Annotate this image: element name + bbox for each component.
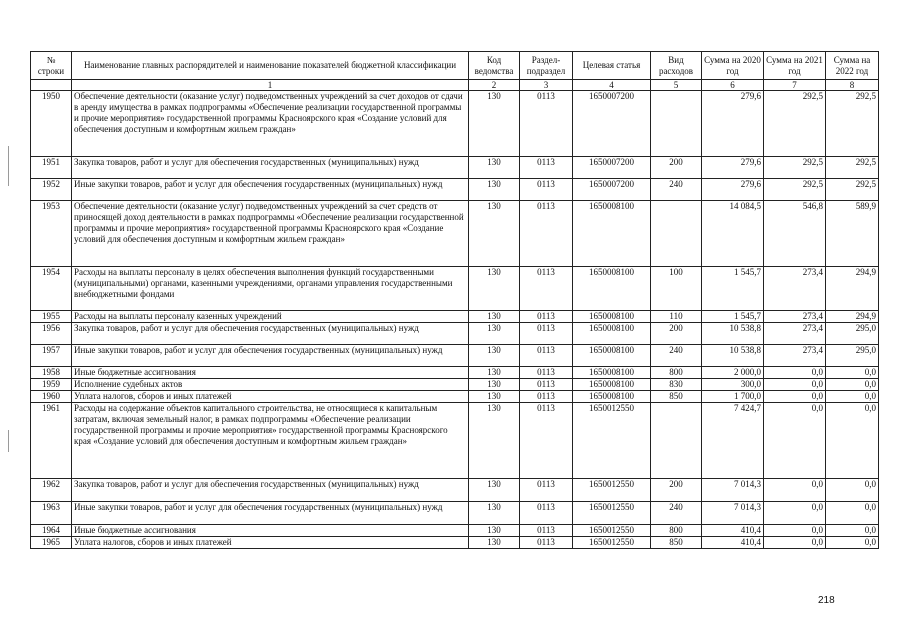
- sum-2021-cell: 273,4: [764, 345, 826, 367]
- row-name-cell: Уплата налогов, сборов и иных платежей: [72, 391, 469, 403]
- department-code-cell: 130: [469, 267, 520, 311]
- row-number-cell: 1955: [31, 311, 72, 323]
- sum-2020-cell: 1 700,0: [702, 391, 764, 403]
- section-cell: 0113: [520, 367, 573, 379]
- sum-2022-cell: 292,5: [826, 179, 879, 201]
- department-code-cell: 130: [469, 179, 520, 201]
- section-cell: 0113: [520, 91, 573, 157]
- department-code-cell: 130: [469, 391, 520, 403]
- department-code-cell: 130: [469, 525, 520, 537]
- row-number-cell: 1958: [31, 367, 72, 379]
- sum-2020-cell: 279,6: [702, 157, 764, 179]
- sum-2021-cell: 0,0: [764, 403, 826, 479]
- header-name: Наименование главных распорядителей и наименование показателей бюджетной классификации: [72, 52, 469, 80]
- sum-2021-cell: 273,4: [764, 323, 826, 345]
- row-number-cell: 1950: [31, 91, 72, 157]
- row-number-cell: 1961: [31, 403, 72, 479]
- target-article-cell: 1650012550: [573, 479, 651, 502]
- department-code-cell: 130: [469, 403, 520, 479]
- column-number: 1: [72, 80, 469, 91]
- header-department-code: Код ведомства: [469, 52, 520, 80]
- header-expense-type: Вид расходов: [651, 52, 702, 80]
- expense-type-cell: [651, 91, 702, 157]
- target-article-cell: 1650007200: [573, 91, 651, 157]
- sum-2022-cell: 295,0: [826, 345, 879, 367]
- department-code-cell: 130: [469, 537, 520, 549]
- section-cell: 0113: [520, 345, 573, 367]
- section-cell: 0113: [520, 525, 573, 537]
- row-name-cell: Закупка товаров, работ и услуг для обеспечения государственных (муниципальных) нужд: [72, 323, 469, 345]
- expense-type-cell: 100: [651, 267, 702, 311]
- sum-2020-cell: 1 545,7: [702, 267, 764, 311]
- sum-2021-cell: 292,5: [764, 179, 826, 201]
- sum-2020-cell: 10 538,8: [702, 323, 764, 345]
- column-number: [31, 80, 72, 91]
- column-number: 4: [573, 80, 651, 91]
- table-row: [31, 323, 879, 345]
- department-code-cell: 130: [469, 367, 520, 379]
- column-number: 6: [702, 80, 764, 91]
- sum-2020-cell: 279,6: [702, 91, 764, 157]
- sum-2022-cell: 0,0: [826, 537, 879, 549]
- expense-type-cell: 110: [651, 311, 702, 323]
- sum-2022-cell: 294,9: [826, 311, 879, 323]
- department-code-cell: 130: [469, 157, 520, 179]
- sum-2020-cell: 279,6: [702, 179, 764, 201]
- row-number-cell: 1964: [31, 525, 72, 537]
- department-code-cell: 130: [469, 201, 520, 267]
- sum-2022-cell: 0,0: [826, 479, 879, 502]
- column-number: 5: [651, 80, 702, 91]
- target-article-cell: 1650008100: [573, 379, 651, 391]
- section-cell: 0113: [520, 391, 573, 403]
- table-row: [31, 403, 879, 479]
- table-row: [31, 345, 879, 367]
- table-row: [31, 367, 879, 379]
- expense-type-cell: 200: [651, 157, 702, 179]
- sum-2020-cell: 14 084,5: [702, 201, 764, 267]
- section-cell: 0113: [520, 502, 573, 525]
- expense-type-cell: 800: [651, 525, 702, 537]
- sum-2021-cell: 546,8: [764, 201, 826, 267]
- target-article-cell: 1650008100: [573, 201, 651, 267]
- section-cell: 0113: [520, 157, 573, 179]
- header-row-number: № строки: [31, 52, 72, 80]
- table-row: [31, 91, 879, 157]
- section-cell: 0113: [520, 323, 573, 345]
- department-code-cell: 130: [469, 91, 520, 157]
- column-number: 3: [520, 80, 573, 91]
- row-name-cell: Закупка товаров, работ и услуг для обеспечения государственных (муниципальных) нужд: [72, 157, 469, 179]
- sum-2022-cell: 294,9: [826, 267, 879, 311]
- table-row: [31, 502, 879, 525]
- target-article-cell: 1650007200: [573, 157, 651, 179]
- sum-2022-cell: 0,0: [826, 379, 879, 391]
- target-article-cell: 1650012550: [573, 537, 651, 549]
- expense-type-cell: 200: [651, 479, 702, 502]
- sum-2021-cell: 0,0: [764, 391, 826, 403]
- department-code-cell: 130: [469, 379, 520, 391]
- section-cell: 0113: [520, 201, 573, 267]
- section-cell: 0113: [520, 403, 573, 479]
- sum-2021-cell: 273,4: [764, 311, 826, 323]
- scan-edge-mark: [8, 430, 9, 452]
- header-section: Раздел-подраздел: [520, 52, 573, 80]
- department-code-cell: 130: [469, 479, 520, 502]
- row-name-cell: Расходы на выплаты персоналу в целях обеспечения выполнения функций государственными (муниципальными) органами, казенными учреждениями, органами управления государственными внебюджетными фондами: [72, 267, 469, 311]
- row-name-cell: Обеспечение деятельности (оказание услуг) подведомственных учреждений за счет средств от приносящей доход деятельности в рамках подпрограммы «Обеспечение реализации государственной программы и прочие мероприятия» государственной программы Красноярского края «Создание условий для обеспечения доступным и комфортным жильем граждан»: [72, 201, 469, 267]
- table-body: [31, 91, 879, 549]
- sum-2022-cell: 0,0: [826, 391, 879, 403]
- row-number-cell: 1951: [31, 157, 72, 179]
- sum-2021-cell: 273,4: [764, 267, 826, 311]
- expense-type-cell: 800: [651, 367, 702, 379]
- table-row: [31, 179, 879, 201]
- expense-type-cell: [651, 403, 702, 479]
- row-name-cell: Иные бюджетные ассигнования: [72, 367, 469, 379]
- row-number-cell: 1960: [31, 391, 72, 403]
- table-header-row: [31, 52, 879, 80]
- expense-type-cell: 850: [651, 391, 702, 403]
- scan-edge-mark: [8, 146, 9, 186]
- row-number-cell: 1959: [31, 379, 72, 391]
- table-row: [31, 479, 879, 502]
- section-cell: 0113: [520, 179, 573, 201]
- sum-2022-cell: 295,0: [826, 323, 879, 345]
- row-number-cell: 1954: [31, 267, 72, 311]
- row-name-cell: Расходы на выплаты персоналу казенных учреждений: [72, 311, 469, 323]
- row-number-cell: 1952: [31, 179, 72, 201]
- page-number: 218: [818, 595, 835, 606]
- department-code-cell: 130: [469, 311, 520, 323]
- section-cell: 0113: [520, 379, 573, 391]
- row-number-cell: 1953: [31, 201, 72, 267]
- department-code-cell: 130: [469, 323, 520, 345]
- row-name-cell: Иные закупки товаров, работ и услуг для обеспечения государственных (муниципальных) нужд: [72, 502, 469, 525]
- target-article-cell: 1650012550: [573, 525, 651, 537]
- expense-type-cell: 240: [651, 345, 702, 367]
- table-row: [31, 379, 879, 391]
- header-sum-2022: Сумма на 2022 год: [826, 52, 879, 80]
- sum-2020-cell: 2 000,0: [702, 367, 764, 379]
- row-number-cell: 1957: [31, 345, 72, 367]
- section-cell: 0113: [520, 311, 573, 323]
- expense-type-cell: 850: [651, 537, 702, 549]
- expense-type-cell: 830: [651, 379, 702, 391]
- column-number: 7: [764, 80, 826, 91]
- section-cell: 0113: [520, 479, 573, 502]
- sum-2021-cell: 0,0: [764, 502, 826, 525]
- sum-2021-cell: 0,0: [764, 525, 826, 537]
- sum-2020-cell: 10 538,8: [702, 345, 764, 367]
- sum-2022-cell: 0,0: [826, 403, 879, 479]
- expense-type-cell: [651, 201, 702, 267]
- row-number-cell: 1956: [31, 323, 72, 345]
- sum-2020-cell: 7 424,7: [702, 403, 764, 479]
- sum-2020-cell: 1 545,7: [702, 311, 764, 323]
- header-sum-2020: Сумма на 2020 год: [702, 52, 764, 80]
- section-cell: 0113: [520, 537, 573, 549]
- sum-2020-cell: 410,4: [702, 525, 764, 537]
- section-cell: 0113: [520, 267, 573, 311]
- row-name-cell: Расходы на содержание объектов капитального строительства, не относящиеся к капитальным затратам, включая земельный налог, в рамках подпрограммы «Обеспечение реализации государственной программы и прочие мероприятия» государственной программы Красноярского края «Создание условий для обеспечения доступным и комфортным жильем граждан»: [72, 403, 469, 479]
- sum-2021-cell: 0,0: [764, 367, 826, 379]
- sum-2020-cell: 7 014,3: [702, 502, 764, 525]
- row-name-cell: Исполнение судебных актов: [72, 379, 469, 391]
- target-article-cell: 1650008100: [573, 323, 651, 345]
- expense-type-cell: 200: [651, 323, 702, 345]
- row-number-cell: 1962: [31, 479, 72, 502]
- sum-2020-cell: 7 014,3: [702, 479, 764, 502]
- sum-2021-cell: 0,0: [764, 537, 826, 549]
- target-article-cell: 1650007200: [573, 179, 651, 201]
- sum-2022-cell: 0,0: [826, 525, 879, 537]
- table-row: [31, 267, 879, 311]
- row-name-cell: Иные закупки товаров, работ и услуг для обеспечения государственных (муниципальных) нужд: [72, 179, 469, 201]
- row-name-cell: Иные закупки товаров, работ и услуг для обеспечения государственных (муниципальных) нужд: [72, 345, 469, 367]
- table-row: [31, 391, 879, 403]
- header-target-article: Целевая статья: [573, 52, 651, 80]
- department-code-cell: 130: [469, 345, 520, 367]
- row-number-cell: 1963: [31, 502, 72, 525]
- sum-2022-cell: 0,0: [826, 502, 879, 525]
- target-article-cell: 1650008100: [573, 345, 651, 367]
- sum-2021-cell: 292,5: [764, 91, 826, 157]
- table-row: [31, 311, 879, 323]
- table-row: [31, 201, 879, 267]
- target-article-cell: 1650008100: [573, 391, 651, 403]
- department-code-cell: 130: [469, 502, 520, 525]
- expense-type-cell: 240: [651, 502, 702, 525]
- target-article-cell: 1650012550: [573, 403, 651, 479]
- column-number: 2: [469, 80, 520, 91]
- sum-2022-cell: 292,5: [826, 91, 879, 157]
- sum-2022-cell: 292,5: [826, 157, 879, 179]
- row-name-cell: Обеспечение деятельности (оказание услуг) подведомственных учреждений за счет доходов от сдачи в аренду имущества в рамках подпрограммы «Обеспечение реализации государственной программы и прочие мероприятия» государственной программы Красноярского края «Создание условий для обеспечения доступным и комфортным жильем граждан»: [72, 91, 469, 157]
- table-row: [31, 525, 879, 537]
- expense-type-cell: 240: [651, 179, 702, 201]
- sum-2020-cell: 300,0: [702, 379, 764, 391]
- column-number-row: [31, 80, 879, 91]
- column-number: 8: [826, 80, 879, 91]
- target-article-cell: 1650008100: [573, 267, 651, 311]
- header-sum-2021: Сумма на 2021 год: [764, 52, 826, 80]
- row-name-cell: Закупка товаров, работ и услуг для обеспечения государственных (муниципальных) нужд: [72, 479, 469, 502]
- sum-2022-cell: 0,0: [826, 367, 879, 379]
- target-article-cell: 1650012550: [573, 502, 651, 525]
- budget-table: [30, 51, 879, 549]
- sum-2021-cell: 0,0: [764, 479, 826, 502]
- sum-2022-cell: 589,9: [826, 201, 879, 267]
- table-row: [31, 537, 879, 549]
- row-name-cell: Уплата налогов, сборов и иных платежей: [72, 537, 469, 549]
- sum-2020-cell: 410,4: [702, 537, 764, 549]
- row-number-cell: 1965: [31, 537, 72, 549]
- sum-2021-cell: 292,5: [764, 157, 826, 179]
- row-name-cell: Иные бюджетные ассигнования: [72, 525, 469, 537]
- sum-2021-cell: 0,0: [764, 379, 826, 391]
- table-row: [31, 157, 879, 179]
- target-article-cell: 1650008100: [573, 367, 651, 379]
- target-article-cell: 1650008100: [573, 311, 651, 323]
